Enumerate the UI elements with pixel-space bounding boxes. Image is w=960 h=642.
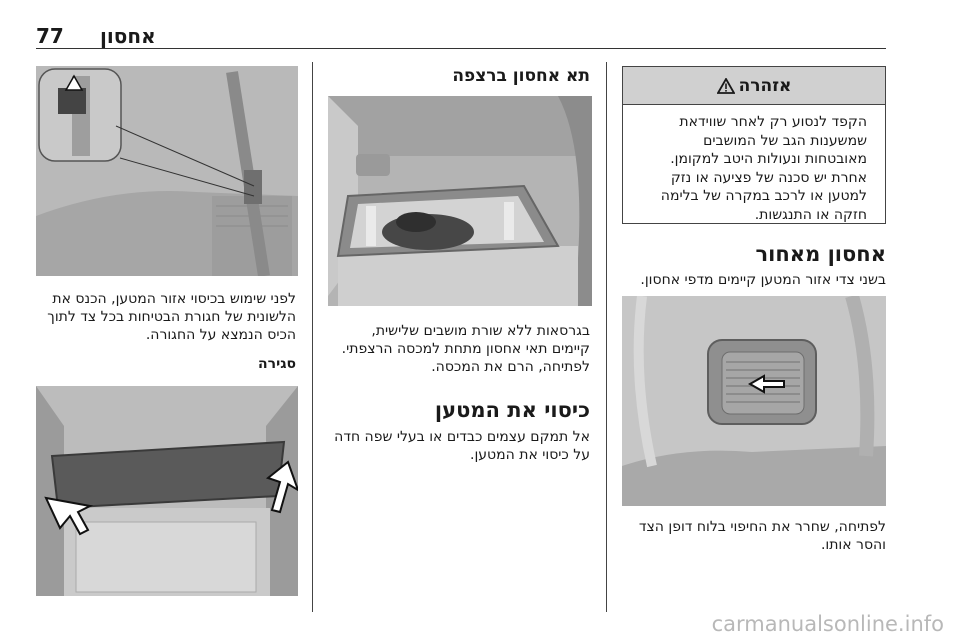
cargo-cover-figure bbox=[36, 386, 298, 596]
warning-line: שמשענות הגב של המושבים bbox=[703, 132, 867, 149]
cover-text bbox=[320, 428, 590, 464]
warning-box bbox=[622, 66, 886, 224]
page-number: 77 bbox=[36, 24, 64, 48]
warning-header bbox=[623, 67, 885, 105]
warning-triangle-icon bbox=[717, 78, 735, 94]
closing-heading: סגירה bbox=[258, 356, 296, 372]
warning-body bbox=[637, 113, 867, 224]
floor-storage-line: לפתיחה, הרם את המכסה. bbox=[431, 359, 590, 375]
side-storage-caption bbox=[606, 518, 886, 554]
watermark: carmanualsonline.info bbox=[711, 612, 944, 636]
cover-line: אל תמקם עצמים כבדים או בעלי שפה חדה bbox=[334, 429, 590, 445]
floor-storage-line: בגרסאות ללא שורת מושבים שלישית, bbox=[371, 323, 590, 339]
floor-storage-line: קיימים תאי אחסון מתחת למכסה הרצפתי. bbox=[341, 341, 590, 357]
side-storage-figure bbox=[622, 296, 886, 506]
floor-storage-text bbox=[320, 322, 590, 376]
warning-line: הקפד לנסוע רק לאחר שווידאת bbox=[679, 114, 867, 130]
cover-line: על כיסוי את המטען. bbox=[470, 447, 590, 463]
chapter-title: אחסון bbox=[100, 24, 156, 48]
rear-storage-text: בשני צדי אזור המטען קיימים מדפי אחסון. bbox=[640, 272, 886, 288]
rear-storage-heading: אחסון מאחור bbox=[755, 242, 886, 266]
header-rule bbox=[36, 48, 886, 49]
warning-line: חזקה או התנגשות. bbox=[754, 206, 867, 223]
cover-intro-text bbox=[34, 290, 296, 344]
warning-line: מאובטחות ונעולות היטב למקומן. bbox=[670, 151, 867, 167]
caption-line: לפתיחה, שחרר את החיפוי בלוח דופן הצד bbox=[638, 519, 886, 535]
caption-line: והסר אותו. bbox=[820, 537, 886, 553]
cover-intro-line: לפני שימוש בכיסוי אזור המטען, הכנס את bbox=[52, 291, 296, 307]
cover-intro-line: הכיס הנמצא על החגורה. bbox=[145, 327, 296, 343]
warning-line: למטען או לרכב במקרה של בלימה bbox=[660, 188, 867, 204]
floor-storage-figure bbox=[328, 96, 592, 306]
warning-title: אזהרה bbox=[738, 75, 792, 96]
seatbelt-figure bbox=[36, 66, 298, 276]
column-divider-left bbox=[312, 62, 313, 612]
floor-storage-heading: תא אחסון ברצפה bbox=[452, 66, 590, 86]
cover-heading: כיסוי את המטען bbox=[434, 398, 590, 422]
cover-intro-line: הלשונית של חגורת הבטיחות בכל צד לתוך bbox=[47, 309, 296, 325]
warning-line: אחרת יש סכנה של פציעה או נזק bbox=[670, 169, 867, 186]
